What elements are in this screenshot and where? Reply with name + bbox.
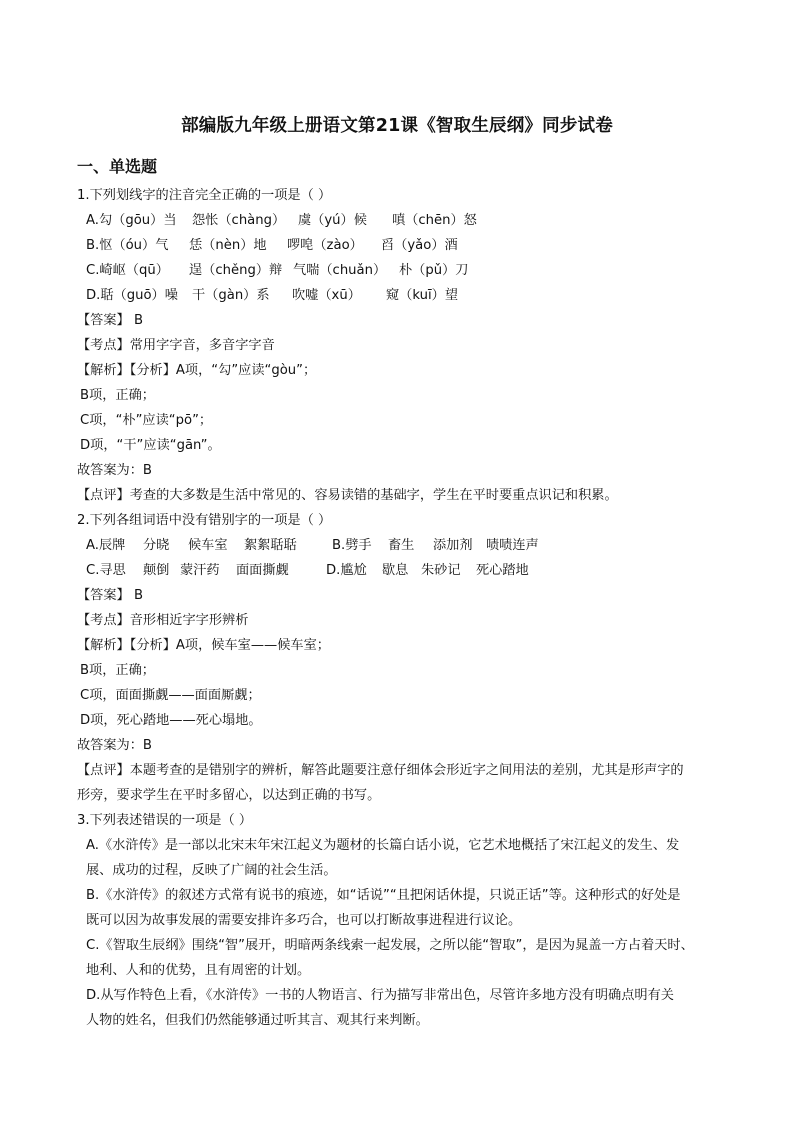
question-1-final-answer: 故答案为：B (77, 463, 152, 478)
question-1-comment: 【点评】考查的大多数是生活中常见的、容易读错的基础字，学生在平时要重点识记和积累。 (77, 488, 618, 503)
question-1-point: 【考点】常用字字音，多音字字音 (77, 338, 275, 353)
question-1-analysis-c: C项，“朴”应读“pō”； (80, 413, 213, 428)
question-2-point: 【考点】音形相近字字形辨析 (77, 613, 249, 628)
question-3-option-c-line-1: C.《智取生辰纲》围绕“智”展开，明暗两条线索一起发展，之所以能“智取”，是因为晁盖一方占着天时、 (86, 938, 694, 953)
document-page: 部编版九年级上册语文第21课《智取生辰纲》同步试卷 一、单选题 1.下列划线字的注音完全正确的一项是（ ） A.勾（gōu）当 怨怅（chàng） 虞（yú）候 嗔（chēn）怒 B.怄（óu）气 恁（nèn）地 啰唣（zào） 舀（yǎo）酒 C.崎岖（qū） 逞（chěng）辩 气喘（chuǎn） 朴（pǔ）刀 D.聒（guō）噪 干（gàn）系 吹嘘（xū） 窥（kuī）望 【答案】 B 【考点】常用字字音，多音字字音 【解析】【分析】A项，“勾”应读“gòu”； B项，正确； C项，“朴”应读“pō”； D项，“干”应读“gān”。 故答案为：B 【点评】考查的大多数是生活中常见的、容易读错的基础字，学生在平时要重点识记和积累。 2.下列各组词语中没有错别字的一项是（ ） A.辰牌 分晓 候车室 絮絮聒聒 B.劈手 畜生 添加剂 啧啧连声 C.寻思 颠倒 蒙汗药 面面撕觑 D.尴尬 歇息 朱砂记 死心踏地 【答案】 B 【考点】音形相近字字形辨析 【解析】【分析】A项，候车室——候车室； B项，正确； C项，面面撕觑——面面厮觑； D项，死心踏地——死心塌地。 故答案为：B 【点评】本题考查的是错别字的辨析，解答此题要注意仔细体会形近字之间用法的差别，尤其是形声字的 形旁，要求学生在平时多留心，以达到正确的书写。 3.下列表述错误的一项是（ ） A.《水浒传》是一部以北宋末年宋江起义为题材的长篇白话小说，它艺术地概括了宋江起义的发生、发 展、成功的过程，反映了广阔的社会生活。 B.《水浒传》的叙述方式常有说书的痕迹，如“话说”“且把闲话休提，只说正话”等。这种形式的好处是 既可以因为故事发展的需要安排许多巧合，也可以打断故事进程进行议论。 C.《智取生辰纲》围绕“智”展开，明暗两条线索一起发展，之所以能“智取”，是因为晁盖一方占着天时、 地利、人和的优势，且有周密的计划。 D.从写作特色上看，《水浒传》一书的人物语言、行为描写非常出色，尽管许多地方没有明确点明有关 人物的姓名，但我们仍然能够通过听其言、观其行来判断。 (0, 0, 794, 1123)
question-1-analysis: 【解析】【分析】A项，“勾”应读“gòu”； (77, 363, 317, 378)
question-2-final-answer: 故答案为：B (77, 738, 152, 753)
question-2-analysis-c: C项，面面撕觑——面面厮觑； (80, 688, 261, 703)
question-3-option-d-line-2: 人物的姓名，但我们仍然能够通过听其言、观其行来判断。 (86, 1013, 429, 1028)
question-1-answer: 【答案】 B (77, 313, 143, 328)
question-2-comment-line-1: 【点评】本题考查的是错别字的辨析，解答此题要注意仔细体会形近字之间用法的差别，尤其是形声字的 (77, 763, 684, 778)
question-3-option-b-line-2: 既可以因为故事发展的需要安排许多巧合，也可以打断故事进程进行议论。 (86, 913, 522, 928)
question-3-stem: 3.下列表述错误的一项是（ ） (77, 813, 253, 828)
question-2-answer: 【答案】 B (77, 588, 143, 603)
question-2-analysis-b: B项，正确； (80, 663, 155, 678)
question-3-option-a-line-2: 展、成功的过程，反映了广阔的社会生活。 (86, 863, 337, 878)
question-3-option-d-line-1: D.从写作特色上看，《水浒传》一书的人物语言、行为描写非常出色，尽管许多地方没有明确点明有关 (86, 988, 674, 1003)
question-2-analysis: 【解析】【分析】A项，候车室——候车室； (77, 638, 330, 653)
question-2-comment-line-2: 形旁，要求学生在平时多留心，以达到正确的书写。 (77, 788, 381, 803)
question-3-option-b-line-1: B.《水浒传》的叙述方式常有说书的痕迹，如“话说”“且把闲话休提，只说正话”等。这种形式的好处是 (86, 888, 681, 903)
question-1-analysis-b: B项，正确； (80, 388, 155, 403)
document-title: 部编版九年级上册语文第21课《智取生辰纲》同步试卷 (181, 116, 613, 136)
question-2-analysis-d: D项，死心踏地——死心塌地。 (80, 713, 262, 728)
question-1-stem: 1.下列划线字的注音完全正确的一项是（ ） (77, 188, 332, 203)
question-1-analysis-d: D项，“干”应读“gān”。 (80, 438, 221, 453)
question-2-stem: 2.下列各组词语中没有错别字的一项是（ ） (77, 513, 332, 528)
section-heading: 一、单选题 (77, 157, 158, 176)
question-3-option-a-line-1: A.《水浒传》是一部以北宋末年宋江起义为题材的长篇白话小说，它艺术地概括了宋江起义的发生、发 (86, 838, 680, 853)
question-3-option-c-line-2: 地利、人和的优势，且有周密的计划。 (86, 963, 311, 978)
